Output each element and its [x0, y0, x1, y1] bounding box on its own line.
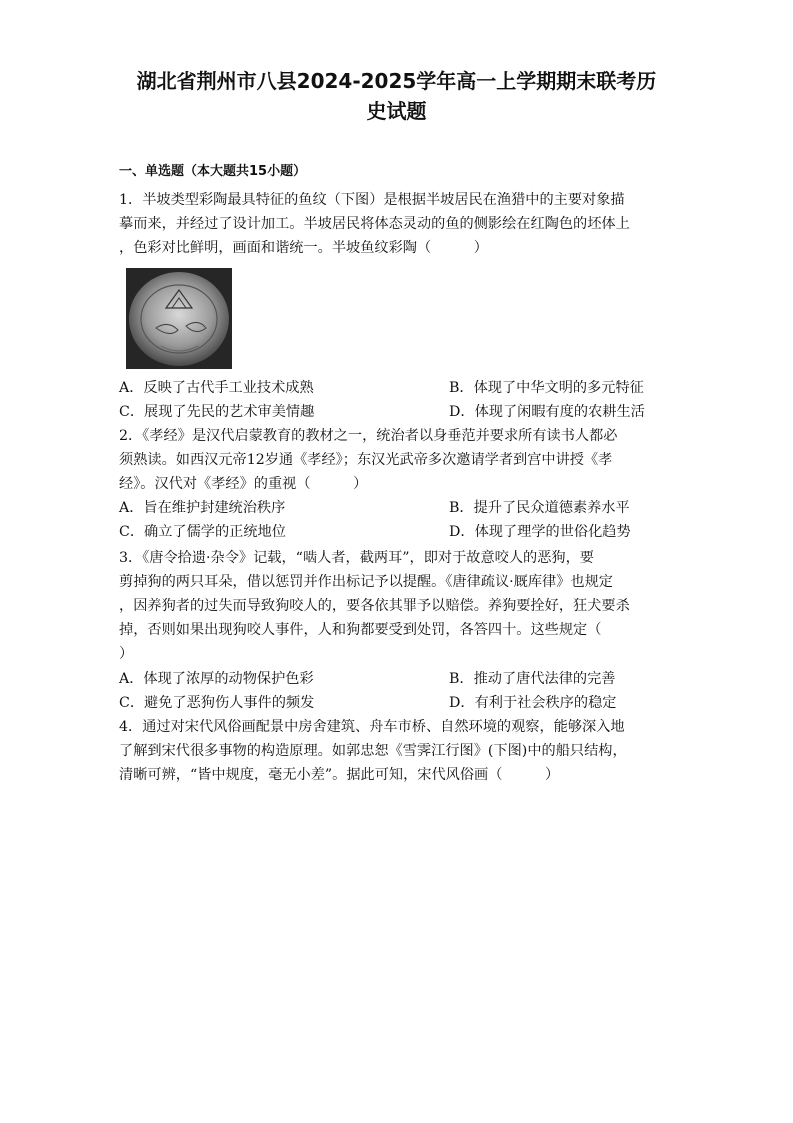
question-2-options-row-1 — [119, 496, 675, 520]
question-2-option-c[interactable]: C．确立了儒学的正统地位 — [119, 524, 286, 540]
question-2-option-b[interactable]: B．提升了民众道德素养水平 — [449, 500, 630, 516]
question-4-line: 4．通过对宋代风俗画配景中房舍建筑、舟车市桥、自然环境的观察，能够深入地 — [119, 719, 625, 735]
pottery-bowl-illustration — [126, 268, 232, 369]
question-1-option-a[interactable]: A．反映了古代手工业技术成熟 — [119, 380, 314, 396]
question-3-line: 剪掉狗的两只耳朵，借以惩罚并作出标记予以提醒。《唐律疏议·厩库律》也规定 — [119, 574, 613, 590]
question-3-stem — [119, 546, 675, 666]
question-1-line: 摹而来，并经过了设计加工。半坡居民将体态灵动的鱼的侧影绘在红陶色的坯体上 — [119, 216, 630, 232]
question-3-option-c[interactable]: C．避免了恶狗伤人事件的频发 — [119, 695, 315, 711]
question-2-stem — [119, 424, 675, 496]
title-line-1: 湖北省荆州市八县2024-2025学年高一上学期期末联考历 — [136, 69, 657, 93]
question-4-stem — [119, 715, 675, 787]
title-line-2: 史试题 — [366, 99, 427, 123]
question-1-option-b[interactable]: B．体现了中华文明的多元特征 — [449, 380, 644, 396]
question-4-line: 了解到宋代很多事物的构造原理。如郭忠恕《雪霁江行图》(下图)中的船只结构， — [119, 743, 627, 759]
section-heading: 一、单选题（本大题共15小题） — [119, 164, 307, 179]
question-3-options-row-1 — [119, 667, 675, 691]
question-2-line: 须熟读。如西汉元帝12岁通《孝经》；东汉光武帝多次邀请学者到宫中讲授《孝 — [119, 452, 613, 468]
question-2-options-row-2 — [119, 520, 675, 544]
question-2-line: 2．《孝经》是汉代启蒙教育的教材之一，统治者以身垂范并要求所有读书人都必 — [119, 428, 618, 444]
question-3-line: ） — [119, 646, 134, 662]
exam-title — [60, 66, 733, 126]
question-1-option-d[interactable]: D．体现了闲暇有度的农耕生活 — [449, 404, 645, 420]
question-3-line: 掉，否则如果出现狗咬人事件，人和狗都要受到处罚，各答四十。这些规定（ — [119, 622, 602, 638]
question-1-line: ，色彩对比鲜明，画面和谐统一。半坡鱼纹彩陶（ ） — [119, 240, 488, 256]
question-3-option-a[interactable]: A．体现了浓厚的动物保护色彩 — [119, 671, 314, 687]
question-2-option-a[interactable]: A．旨在维护封建统治秩序 — [119, 500, 286, 516]
question-3-option-b[interactable]: B．推动了唐代法律的完善 — [449, 671, 616, 687]
question-3-options-row-2 — [119, 691, 675, 715]
question-3-line: 3．《唐令拾遗·杂令》记载，“啮人者，截两耳”，即对于故意咬人的恶狗，要 — [119, 550, 594, 566]
question-4-line: 清晰可辨，“皆中规度，毫无小差”。据此可知，宋代风俗画（ ） — [119, 767, 560, 783]
question-1-line: 1．半坡类型彩陶最具特征的鱼纹（下图）是根据半坡居民在渔猎中的主要对象描 — [119, 192, 625, 208]
fish-pattern-pottery-image — [126, 268, 232, 369]
question-1-option-c[interactable]: C．展现了先民的艺术审美情趣 — [119, 404, 315, 420]
question-1-options-row-1 — [119, 376, 675, 400]
question-2-option-d[interactable]: D．体现了理学的世俗化趋势 — [449, 524, 631, 540]
question-1-options-row-2 — [119, 400, 675, 424]
question-1-stem — [119, 188, 675, 260]
question-3-line: ，因养狗者的过失而导致狗咬人的，要各依其罪予以赔偿。养狗要拴好，狂犬要杀 — [119, 598, 630, 614]
question-3-option-d[interactable]: D．有利于社会秩序的稳定 — [449, 695, 617, 711]
question-2-line: 经》。汉代对《孝经》的重视（ ） — [119, 476, 368, 492]
